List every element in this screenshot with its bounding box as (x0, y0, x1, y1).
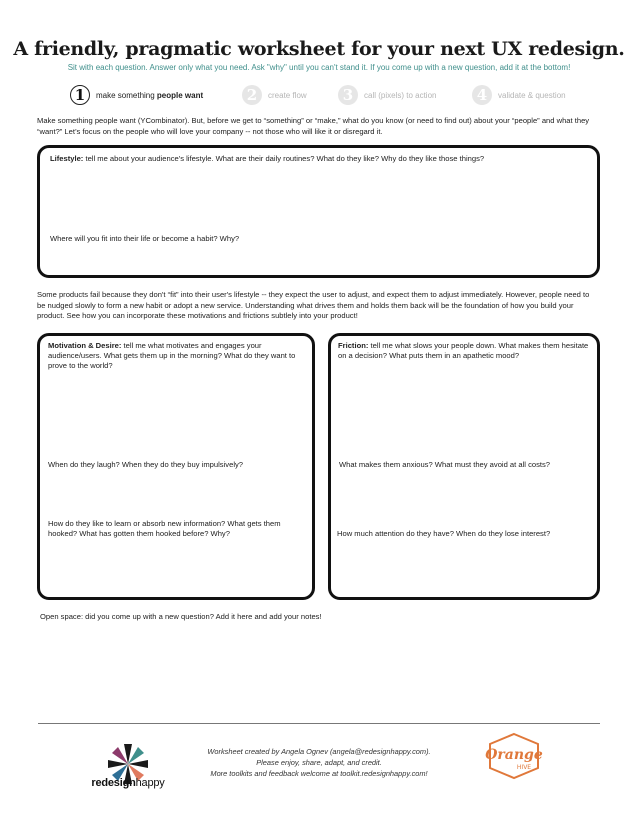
step-3-label: call (pixels) to action (364, 90, 437, 100)
credit-line-1: Worksheet created by Angela Ognev (angela@redesignhappy.com). (207, 747, 431, 756)
intro-paragraph: Make something people want (YCombinator). But, before we get to “something” or “make,” what do you know (or need to find out) about your “people” and what they “want?” Let’s focus on the people who will love your company -- not those who will like it or disregard it. (37, 116, 590, 136)
middle-paragraph: Some products fail because they don't “fit” into their user's lifestyle -- they expect the user to adjust, and expect them to adjust immediately. However, people need to be nudged slowly to form a new habit or adopt a new service. Understanding what drives them and holds them back will be the foundation of how you build your product. See how you can incorporate these motivations and frictions subtlely into your product! (37, 290, 590, 320)
orange-hive-hexagon-icon (480, 732, 548, 780)
step-3-number: 3 (338, 85, 358, 105)
orange-hive-logo-sub: HIVE (516, 764, 532, 771)
page-subtitle: Sit with each question. Answer only what you need. Ask "why" until you can't stand it. If you come up with a new question, add it at the bottom! (67, 63, 571, 72)
redesignhappy-pinwheel-icon (88, 730, 168, 800)
step-2-label: create flow (268, 90, 307, 100)
step-1-label: make something people want (96, 90, 204, 100)
step-4-number: 4 (472, 85, 492, 105)
lifestyle-question-1: Lifestyle: tell me about your audience's lifestyle. What are their daily routines? What do they like? Why do they like those things? (50, 154, 485, 163)
motivation-question-3: How do they like to learn or absorb new information? What gets them hooked? What has gotten them hooked before? Why? (48, 519, 281, 538)
motivation-question-1: Motivation & Desire: tell me what motivates and engages your audience/users. What gets them up in the morning? What do they want to prove to the world? (48, 341, 296, 370)
motivation-question-2: When do they laugh? When they do they buy impulsively? (48, 460, 244, 469)
footer-divider (38, 723, 600, 724)
step-progress (62, 82, 582, 108)
step-4-label: validate & question (498, 90, 566, 100)
step-4 (472, 82, 566, 108)
page-title: A friendly, pragmatic worksheet for your next UX redesign. (13, 38, 625, 60)
friction-question-2: What makes them anxious? What must they avoid at all costs? (339, 460, 551, 469)
credit-line-3: More toolkits and feedback welcome at toolkit.redesignhappy.com! (210, 769, 428, 778)
footer-credit (160, 746, 478, 779)
motivation-box[interactable] (37, 333, 315, 600)
step-1-number: 1 (70, 85, 90, 105)
friction-question-1: Friction: tell me what slows your people down. What makes them hesitate on a decision? What puts them in an apathetic mood? (338, 341, 589, 360)
friction-box[interactable] (328, 333, 600, 600)
step-2 (242, 82, 307, 108)
friction-question-3: How much attention do they have? When do they lose interest? (337, 529, 551, 538)
lifestyle-question-2: Where will you fit into their life or become a habit? Why? (50, 234, 240, 243)
orange-hive-logo-word: Orange (485, 747, 543, 763)
open-space-prompt: Open space: did you come up with a new question? Add it here and add your notes! (40, 612, 322, 621)
step-2-number: 2 (242, 85, 262, 105)
redesignhappy-logo-text: redesignhappy (91, 777, 165, 789)
credit-line-2: Please enjoy, share, adapt, and credit. (256, 758, 382, 767)
lifestyle-box[interactable] (37, 145, 600, 278)
step-3 (338, 82, 436, 108)
step-1 (70, 82, 203, 108)
